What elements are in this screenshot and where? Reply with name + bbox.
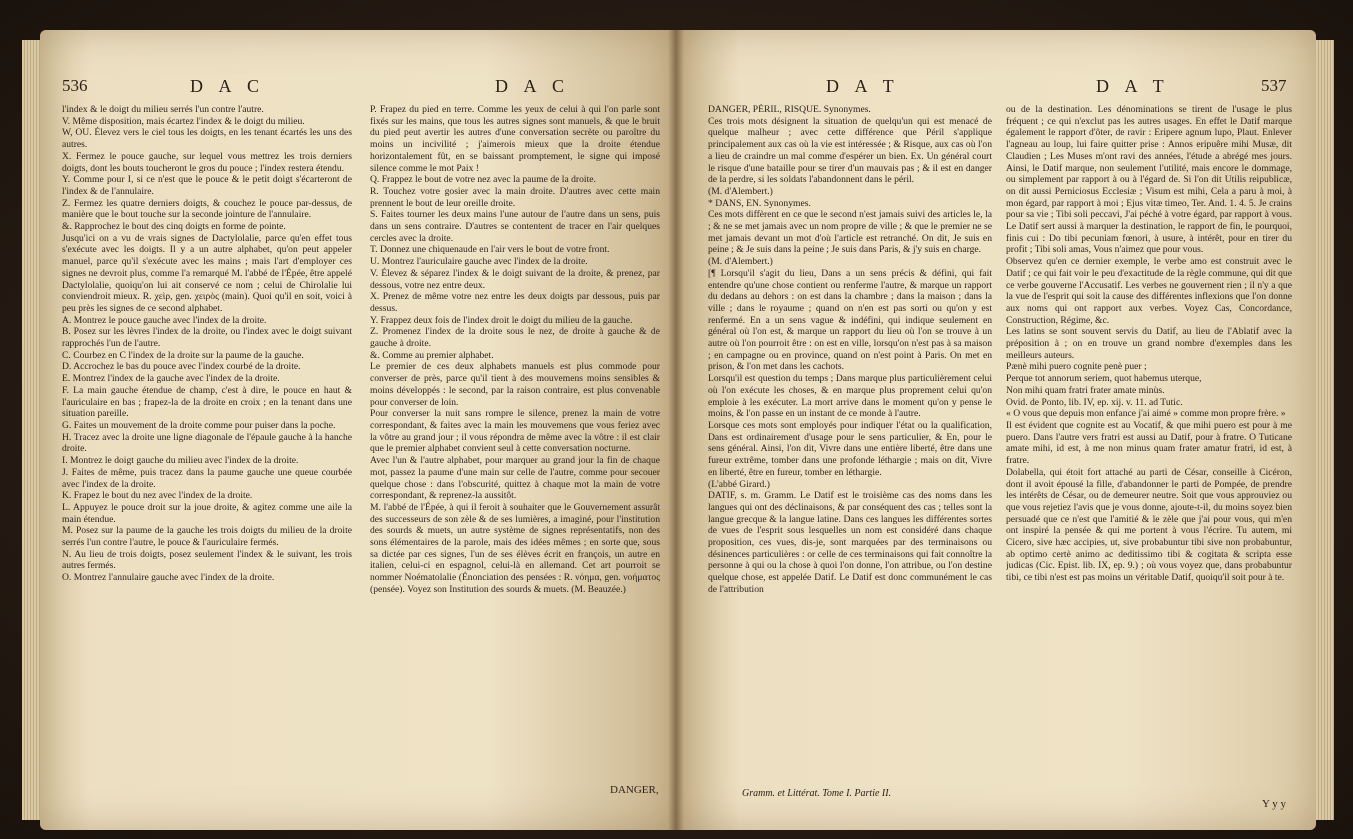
paragraph: P. Frapez du pied en terre. Comme les yeux de celui à qui l'on parle sont fixés sur les mains, que tous les autres signes sont manuels, & que le bruit du pied peut avertir les autres d'une conversation secrète ou paroître du moins un incivilité ; j'aimerois mieux que la droite étendue horizontalement fût, en se baissant promptement, le signe qui imposé silence comme le mot Paix ! <box>370 104 660 174</box>
paragraph: Perque tot annorum seriem, quot habemus uterque, <box>1006 373 1202 385</box>
right-column-2 <box>1006 104 1292 794</box>
paragraph: DATIF, s. m. Gramm. Le Datif est le troisième cas des noms dans les langues qui ont des déclinaisons, & par conséquent des cas ; telles sont la langue grecque & la langue latine. Dans ces langues les différentes sortes de vues de l'esprit sous lesquelles un nom est considéré dans chaque proposition, ces vues, dis-je, sont marquées par des terminaisons ou désinences particulières : or celle de ces terminaisons qui fait connoître la personne à qui ou la chose à quoi l'on donne, l'on attribue, ou l'on destine quelque chose, est appelée Datif. Le Datif est donc communément le cas de l'attribution <box>708 490 992 595</box>
gathering-signature: Y y y <box>1262 798 1287 810</box>
paragraph: Y. Comme pour I, si ce n'est que le pouce & le petit doigt s'écarteront de l'index & de l'annulaire. <box>62 174 352 197</box>
paragraph: (L'abbé Girard.) <box>708 478 770 490</box>
paragraph: N. Au lieu de trois doigts, posez seulement l'index & le suivant, les trois autres fermés. <box>62 548 352 572</box>
paragraph: (M. d'Alembert.) <box>708 185 773 197</box>
paragraph: I. Montrez le doigt gauche du milieu avec l'index de la droite. <box>62 455 299 467</box>
left-column-1 <box>62 104 352 794</box>
paragraph: C. Courbez en C l'index de la droite sur la paume de la gauche. <box>62 349 304 361</box>
paragraph: Les latins se sont souvent servis du Datif, au lieu de l'Ablatif avec la préposition à ; on en trouve un grand nombre d'exemples dans les meilleurs auteurs. <box>1006 326 1292 361</box>
paragraph: G. Faites un mouvement de la droite comme pour puiser dans la poche. <box>62 419 336 431</box>
paragraph: (M. d'Alembert.) <box>708 256 773 268</box>
left-column-2 <box>370 104 660 774</box>
paragraph: V. Élevez & séparez l'index & le doigt suivant de la droite, & prenez, par dessous, votre nez entre deux. <box>370 267 660 291</box>
paragraph: DANGER, PÉRIL, RISQUE. Synonymes. <box>708 104 871 115</box>
left-running-head-1: D A C <box>190 76 266 96</box>
paragraph: B. Posez sur les lèvres l'index de la droite, ou l'index avec le doigt suivant rapprochés l'un de l'autre. <box>62 326 352 350</box>
paragraph: Lorsque ces mots sont employés pour indiquer l'état ou la qualification, Dans est ordinairement d'usage pour le sens particulier, & En, pour le sens général. Ainsi, l'on dit, Vivre dans une entière liberté, être dans une fureur extrême, tomber dans une profonde léthargie ; mais on dit, Vivre en liberté, être en fureur, tomber en léthargie. <box>708 419 992 478</box>
paragraph: T. Donnez une chiquenaude en l'air vers le bout de votre front. <box>370 244 610 256</box>
paragraph: X. Fermez le pouce gauche, sur lequel vous mettrez les trois derniers doigts, dont les bouts toucheront le gros du pouce ; l'index restera étendu. <box>62 150 352 174</box>
paragraph: U. Montrez l'auriculaire gauche avec l'index de la droite. <box>370 256 588 268</box>
paragraph: H. Tracez avec la droite une ligne diagonale de l'épaule gauche à la hanche droite. <box>62 431 352 455</box>
left-page <box>40 30 676 830</box>
paragraph: &. Rapprochez le bout des cinq doigts en forme de pointe. <box>62 221 286 233</box>
right-column-1 <box>708 104 992 784</box>
right-page-header <box>676 76 1316 100</box>
paragraph: K. Frapez le bout du nez avec l'index de la droite. <box>62 490 253 502</box>
left-page-header <box>40 76 676 100</box>
paragraph: Il est évident que cognite est au Vocatif, & que mihi puero est pour à me puero. Dans l'autre vers fratri est aussi au Datif, pour à fratre. O Tuticane amate mihi, id est, à me non minus quam frater amatur fratri, id est, à fratre. <box>1006 419 1292 467</box>
paragraph: Lorsqu'il est question du temps ; Dans marque plus particulièrement celui où l'on exécute les choses, & en marque plus proprement celui qu'on emploie à les exécuter. La mort arrive dans le moment qu'on y pense le moins, & l'on passe en un instant de ce monde à l'autre. <box>708 373 992 420</box>
book-gutter <box>668 30 684 830</box>
paragraph: * DANS, EN. Synonymes. <box>708 197 811 209</box>
paragraph: D. Accrochez le bas du pouce avec l'index courbé de la droite. <box>62 361 301 373</box>
right-running-head-2: D A T <box>1096 76 1170 96</box>
paragraph: Pænè mihi puero cognite penè puer ; <box>1006 361 1147 373</box>
right-page <box>676 30 1316 830</box>
right-page-number: 537 <box>1261 76 1287 95</box>
paragraph: X. Prenez de même votre nez entre les deux doigts par dessous, puis par dessus. <box>370 291 660 314</box>
paragraph: Le premier de ces deux alphabets manuels est plus commode pour converser de près, parce qu'il tient à des mouvemens moins sensibles & moins développés : le second, par la raison contraire, est plus convenable pour converser de loin. <box>370 361 660 408</box>
paragraph: [¶ Lorsqu'il s'agit du lieu, Dans a un sens précis & défini, qui fait entendre qu'une chose contient ou renferme l'autre, & marque un rapport du dedans au dehors : on est dans la chambre ; dans la maison ; dans la ville ; dans le royaume ; quand on n'en est pas sorti ou qu'on y est renfermé. En a un sens vague & indéfini, qui indique seulement en général où l'on est, & marque un rapport du lieu où l'on se trouve à un autre où l'on pourroit être : on est en ville, lorsqu'on n'est pas à sa maison ; en campagne ou en province, quand on n'est point à Paris. On met en prison, & l'on met dans les cachots. <box>708 267 992 373</box>
paragraph: V. Même disposition, mais écartez l'index & le doigt du milieu. <box>62 115 305 127</box>
paragraph: J. Faites de même, puis tracez dans la paume gauche une queue courbée avec l'index de la droite. <box>62 466 352 490</box>
paragraph: &. Comme au premier alphabet. <box>370 349 494 361</box>
paragraph: A. Montrez le pouce gauche avec l'index de la droite. <box>62 314 267 326</box>
paragraph: Dolabella, qui étoit fort attaché au parti de César, conseille à Cicéron, dont il avoit épousé la fille, d'abandonner le parti de Pompée, de prendre les intérêts de César, ou de demeurer neutre. Soit que vous approuviez ou que vous rejetiez l'avis que je vous donne, ajoute-t-il, du moins soyez bien persuadé que ce n'est que l'amitié & le zèle que j'ai pour vous, qui m'en ont inspiré la pensée & qui me portent à vous l'écrire. Tu autem, mi Cicero, sive hæc accipies, ut, sive probabuntur tibi sive non probabuntur, ab optimo certè animo ac deditissimo tibi & cogitata & scripta esse judicas (Cic. Epist. lib. IX, ep. 9.) ; où vous voyez que, dans probabuntur tibi, ce tibi n'est est pas moins un véritable Datif, quoiqu'il soit pour à te. <box>1006 466 1292 584</box>
paragraph: Pour converser la nuit sans rompre le silence, prenez la main de votre correspondant, & faites avec la main les mouvemens que vous feriez avec la vôtre au grand jour ; il vous répondra de même avec la vôtre : il est clair que le premier alphabet convient seul à cette conversation nocturne. <box>370 408 660 455</box>
paragraph: Z. Fermez les quatre derniers doigts, & couchez le pouce par-dessus, de manière que le bout touche sur la seconde jointure de l'annulaire. <box>62 197 352 221</box>
right-running-head-1: D A T <box>826 76 900 96</box>
paragraph: Y. Frappez deux fois de l'index droit le doigt du milieu de la gauche. <box>370 314 633 326</box>
left-page-number: 536 <box>62 76 88 95</box>
paragraph: F. La main gauche étendue de champ, c'est à dire, le pouce en haut & l'auriculaire en bas ; frapez-la de la droite en croix ; en la tenant dans une situation pareille. <box>62 384 352 420</box>
paragraph: Ces trois mots désignent la situation de quelqu'un qui est menacé de quelque malheur ; avec cette différence que Péril s'applique principalement aux cas où la vie est intéressée ; & Risque, aux cas où l'on a lieu de craindre un mal comme d'espérer un bien. Ex. Un général court le risque d'une bataille pour se tirer d'un mauvais pas ; & il est en danger de la perdre, si les soldats l'abandonnent dans le péril. <box>708 115 992 186</box>
page-footer-signature: Gramm. et Littérat. Tome I. Partie II. <box>742 788 892 799</box>
paragraph: ou de la destination. Les dénominations se tirent de l'usage le plus fréquent ; ce qui n'exclut pas les autres usages. En effet le Datif marque également le rapport d'ôter, de ravir : Eripere agnum lupo, Plaut. Enlever l'agneau au loup, lui faire quitter prise : Annos eripuêre mihi Musæ, dit Claudien ; Les Muses m'ont ravi des années, l'étude a abrégé mes jours. Ainsi, le Datif marque, non seulement l'utilité, mais encore le dommage, ou simplement par rapport à ou à l'égard de. Si l'on dit Utilis reipublicæ, on dit aussi Perniciosus Ecclesiæ ; Visum est mihi, Cela a paru à moi, à mon égard, par rapport à moi ; Ejus vitæ timeo, Ter. And. 1. 4. 5. Je crains pour sa vie ; Tibi soli peccavi, J'ai péché à votre égard, par rapport à vous. Le Datif sert aussi à marquer la destination, le rapport de fin, le pourquoi, finis cui : Do tibi pecuniam fœnori, à usure, à intérêt, pour en tirer du profit ; Tibi soli amas, Vous n'aimez que pour vous. <box>1006 104 1292 256</box>
paragraph: Non mihi quam fratri frater amate minùs. <box>1006 384 1165 396</box>
paragraph: M. Posez sur la paume de la gauche les trois doigts du milieu de la droite serrés l'un contre l'autre, le pouce & l'auriculaire fermés. <box>62 525 352 549</box>
catchword: DANGER, <box>610 784 659 796</box>
paragraph: S. Faites tourner les deux mains l'une autour de l'autre dans un sens, puis dans un sens contraire. D'autres se contentent de tracer en l'air quelques cercles avec la droite. <box>370 209 660 244</box>
left-running-head-2: D A C <box>495 76 571 96</box>
paragraph: M. l'abbé de l'Épée, à qui il feroit à souhaiter que le Gouvernement assurât des successeurs de son zèle & de ses lumières, a imaginé, pour l'institution des sourds & muets, un autre système de signes représentatifs, non des sons élémentaires de la parole, mais des idées mêmes ; en sorte que, sous sa dictée par ces signes, l'un de ses élèves écrit en françois, un autre en italien, celui-ci en espagnol, celui-là en allemand. Cet art pourroit se nommer Noématolalie (Énonciation des pensées : R. νόημα, gen. νοήματος (pensée). Voyez son Institution des sourds & muets. (M. Beauzée.) <box>370 501 660 595</box>
paragraph: E. Montrez l'index de la gauche avec l'index de la droite. <box>62 373 280 385</box>
paragraph: R. Touchez votre gosier avec la main droite. D'autres avec cette main prennent le bout de leur oreille droite. <box>370 185 660 209</box>
paragraph: Jusqu'ici on a vu de vrais signes de Dactylolalie, parce qu'en effet tous s'exécute avec les doigts. Il y a un autre alphabet, qu'on peut appeler manuel, parce qu'il s'exécute avec les mains ; mais l'art d'employer ces signes ne devroit plus, comme l'a remarqué M. l'abbé de l'Épée, être appelé Dactylolalie, quoiqu'on lui ait conservé ce nom ; celui de Chirolalie lui conviendroit mieux. R. χεὶρ, gen. χειρὸς (main). Quoi qu'il en soit, voici à peu près les signes de ce second alphabet. <box>62 232 352 314</box>
paragraph: Ovid. de Ponto, lib. IV, ep. xij. v. 11. ad Tutic. <box>1006 396 1183 408</box>
paragraph: l'index & le doigt du milieu serrés l'un contre l'autre. <box>62 104 264 115</box>
paragraph: W, OU. Élevez vers le ciel tous les doigts, en les tenant écartés les uns des autres. <box>62 127 352 151</box>
paragraph: Q. Frappez le bout de votre nez avec la paume de la droite. <box>370 174 596 186</box>
paragraph: O. Montrez l'annulaire gauche avec l'index de la droite. <box>62 572 275 584</box>
paragraph: Ces mots diffèrent en ce que le second n'est jamais suivi des articles le, la ; & ne se met jamais avec un nom propre de ville ; & que le premier ne se met jamais devant un mot d'où l'article est retranché. On dit, Je suis en peine ; & Je suis dans la peine ; Je suis dans Paris, & j'y suis en charge. <box>708 209 992 256</box>
right-page-edges <box>1316 40 1334 820</box>
paragraph: L. Appuyez le pouce droit sur la joue droite, & agitez comme une aile la main étendue. <box>62 501 352 525</box>
paragraph: Avec l'un & l'autre alphabet, pour marquer au grand jour la fin de chaque mot, passez la paume d'une main sur celle de l'autre, comme pour secouer quelque chose : dans l'obscurité, quittez à chaque mot la main de votre correspondant, & reprenez-la aussitôt. <box>370 455 660 502</box>
left-page-edges <box>22 40 40 820</box>
paragraph: Z. Promenez l'index de la droite sous le nez, de droite à gauche & de gauche à droite. <box>370 326 660 350</box>
paragraph: « O vous que depuis mon enfance j'ai aimé » comme mon propre frère. » <box>1006 408 1286 420</box>
paragraph: Observez qu'en ce dernier exemple, le verbe amo est construit avec le Datif ; ce qui fait voir le peu d'exactitude de la règle commune, qui dit que ce verbe gouverne l'Accusatif. Les verbes ne gouvernent rien ; il n'y a que la vue de l'esprit qui soit la cause des différentes inflexions que l'on donne aux noms qui ont rapport aux verbes. Voyez Cas, Concordance, Construction, Régime, &c. <box>1006 256 1292 326</box>
